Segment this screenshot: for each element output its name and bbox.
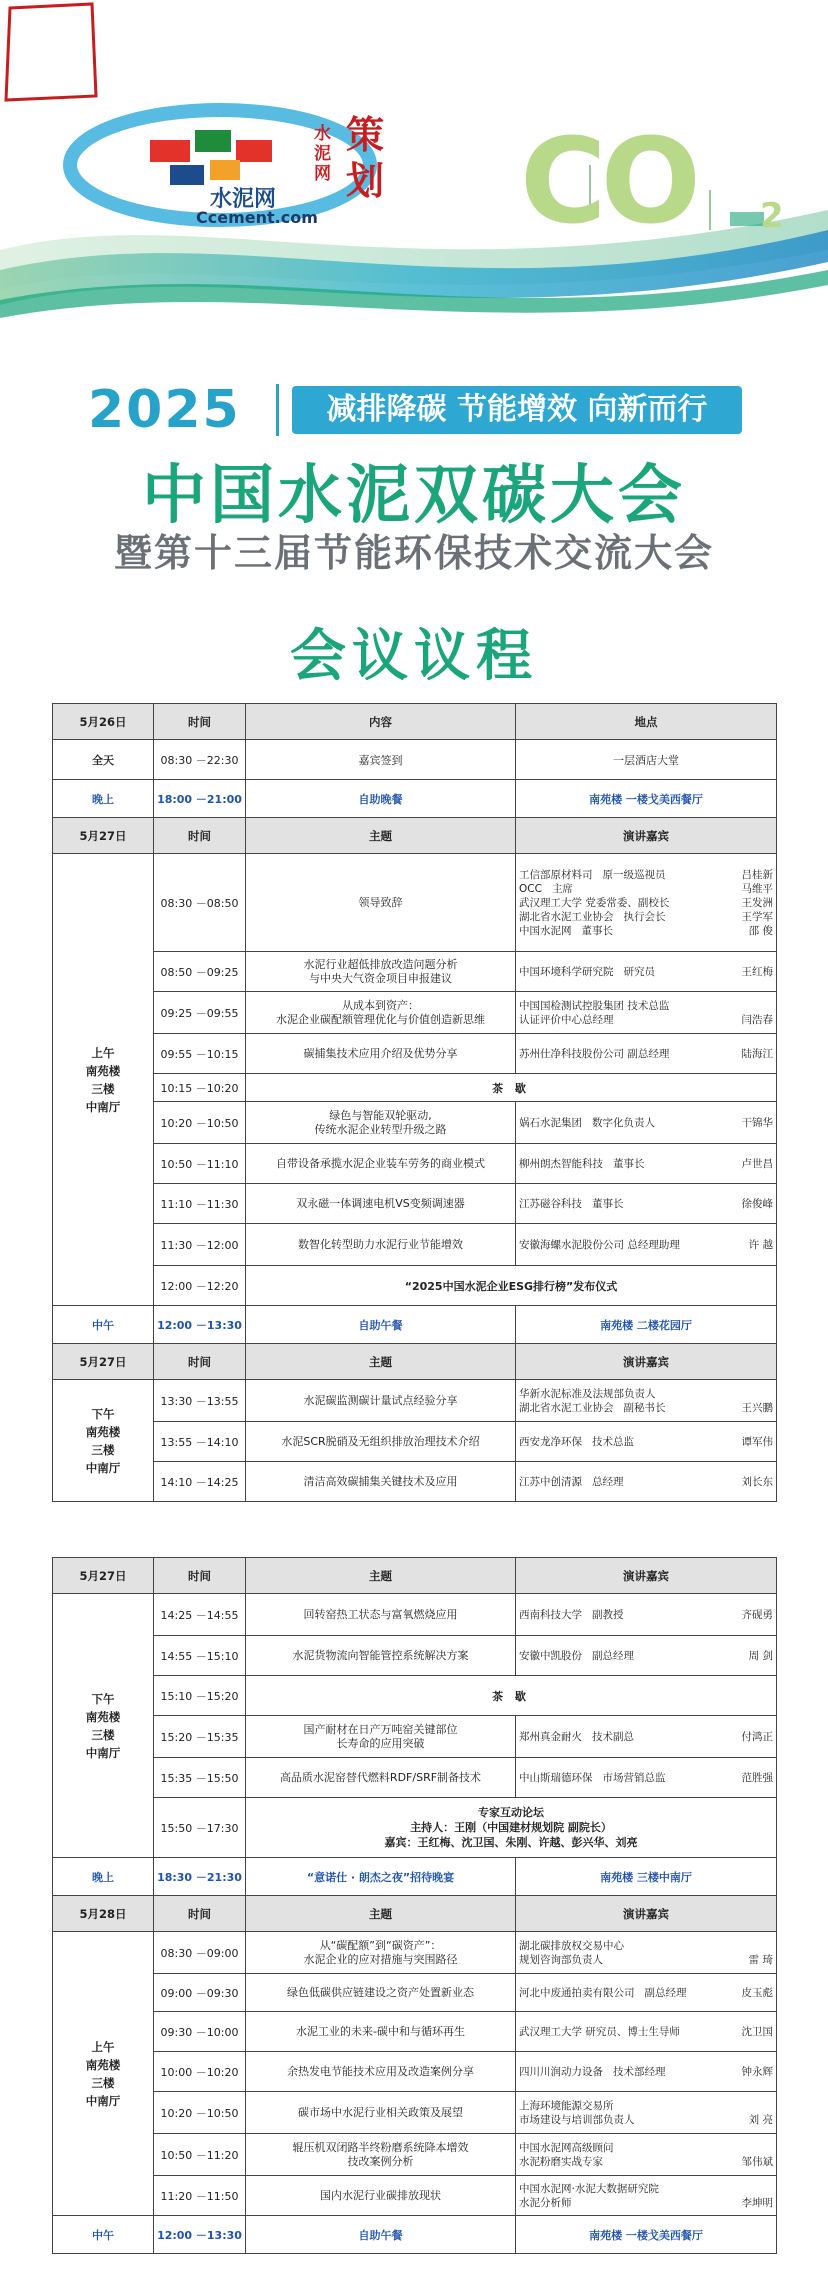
topic-cell: 绿色与智能双轮驱动, 传统水泥企业转型升级之路 <box>246 1102 516 1144</box>
speaker-name: 王发洲 <box>741 896 773 909</box>
topic-header: 主题 <box>246 818 516 854</box>
speaker-org: 郑州真金耐火 <box>519 1730 582 1743</box>
speaker-name: 王学军 <box>741 910 773 923</box>
speaker-line <box>519 1157 773 1171</box>
speaker-title: 技术总监 <box>592 1435 634 1448</box>
table-row <box>53 992 777 1034</box>
time-cell: 10:20 －10:50 <box>154 2092 246 2134</box>
time-cell: 11:10 －11:30 <box>154 1184 246 1224</box>
time-cell: 14:10 －14:25 <box>154 1462 246 1502</box>
speaker-line <box>519 2196 773 2210</box>
speaker-header: 地点 <box>516 704 777 740</box>
speaker-line <box>519 999 773 1013</box>
place-cell: 南苑楼 二楼花园厅 <box>516 1306 777 1344</box>
table-row <box>53 1380 777 1422</box>
seal-icon <box>0 0 100 104</box>
speaker-name: 皮玉彪 <box>741 1986 773 1999</box>
speaker-name: 李坤明 <box>741 2196 773 2209</box>
seal-vertical-text: 水泥网 <box>314 124 331 184</box>
topic-cell: 国内水泥行业碳排放现状 <box>246 2176 516 2216</box>
time-cell: 10:20 －10:50 <box>154 1102 246 1144</box>
speaker-cell <box>516 2092 777 2134</box>
speaker-cell <box>516 2134 777 2176</box>
time-cell: 08:30 －08:50 <box>154 854 246 952</box>
table-row <box>53 2176 777 2216</box>
page-title: 中国水泥双碳大会 <box>142 459 686 533</box>
speaker-org: 水泥分析师 <box>519 2196 572 2209</box>
date-header: 5月26日 <box>53 704 154 740</box>
speaker-cell <box>516 1974 777 2012</box>
speaker-line <box>519 2025 773 2039</box>
topic-cell: 辊压机双闭路半终粉磨系统降本增效 技改案例分析 <box>246 2134 516 2176</box>
topic-cell: 水泥碳监测碳计量试点经验分享 <box>246 1380 516 1422</box>
span-cell: 茶 歇 <box>246 1676 777 1716</box>
speaker-org: 湖北省水泥工业协会 <box>519 1401 614 1414</box>
speaker-org: 中国水泥网高级顾问 <box>519 2141 614 2154</box>
session-cell: 上午 南苑楼 三楼 中南厅 <box>53 854 154 1306</box>
time-cell: 15:50 －17:30 <box>154 1798 246 1858</box>
topic-cell: 高品质水泥窑替代燃料RDF/SRF制备技术 <box>246 1758 516 1798</box>
table-row <box>53 1184 777 1224</box>
time-cell: 09:00 －09:30 <box>154 1974 246 2012</box>
speaker-name: 沈卫国 <box>741 2025 773 2038</box>
agenda-table-2 <box>52 1557 777 2254</box>
table-row <box>53 2012 777 2052</box>
speaker-name: 雷 琦 <box>748 1953 773 1966</box>
speaker-cell <box>516 1144 777 1184</box>
speaker-name: 徐俊峰 <box>741 1197 773 1210</box>
speaker-name: 马维平 <box>741 882 773 895</box>
topic-header: 主题 <box>246 1558 516 1594</box>
speaker-org: 武汉理工大学 党委常委、副校长 <box>519 896 670 909</box>
speaker-title: 数字化负责人 <box>592 1116 655 1129</box>
speaker-line <box>519 965 773 979</box>
content-cell: “意诺仕 · 朗杰之夜”招待晚宴 <box>246 1858 516 1896</box>
speaker-org: OCC <box>519 882 542 895</box>
speaker-org: 安徽海螺水泥股份公司 总经理助理 <box>519 1238 680 1251</box>
speaker-cell <box>516 2176 777 2216</box>
year: 2025 <box>88 380 241 440</box>
speaker-header: 演讲嘉宾 <box>516 1558 777 1594</box>
speaker-cell <box>516 1184 777 1224</box>
speaker-title: 董事长 <box>592 1197 624 1210</box>
speaker-line <box>519 924 773 938</box>
content-cell: 自助晚餐 <box>246 780 516 818</box>
time-cell: 09:30 －10:00 <box>154 2012 246 2052</box>
time-cell: 13:55 －14:10 <box>154 1422 246 1462</box>
speaker-line <box>519 1197 773 1211</box>
date-header: 5月27日 <box>53 1558 154 1594</box>
divider <box>276 384 279 436</box>
speaker-line <box>519 1475 773 1489</box>
speaker-cell <box>516 1224 777 1266</box>
table-row <box>53 1102 777 1144</box>
time-cell: 09:25 －09:55 <box>154 992 246 1034</box>
time-cell: 08:50 －09:25 <box>154 952 246 992</box>
speaker-line <box>519 2141 773 2155</box>
speaker-name: 范胜强 <box>741 1771 773 1784</box>
table-row <box>53 1932 777 1974</box>
content-cell: 嘉宾签到 <box>246 740 516 780</box>
speaker-cell <box>516 1422 777 1462</box>
time-header: 时间 <box>154 1344 246 1380</box>
topic-cell: 水泥货物流向智能管控系统解决方案 <box>246 1636 516 1676</box>
speaker-name: 周 剑 <box>748 1649 773 1662</box>
slogan: 减排降碳 节能增效 向新而行 <box>292 386 742 434</box>
time-header: 时间 <box>154 704 246 740</box>
speaker-cell <box>516 1758 777 1798</box>
speaker-line <box>519 1116 773 1130</box>
speaker-cell <box>516 1380 777 1422</box>
slot-cell: 中午 <box>53 2216 154 2254</box>
topic-cell: 数智化转型助力水泥行业节能增效 <box>246 1224 516 1266</box>
topic-cell: 从成本到资产： 水泥企业碳配额管理优化与价值创造新思维 <box>246 992 516 1034</box>
topic-cell: 余热发电节能技术应用及改造案例分享 <box>246 2052 516 2092</box>
table-row <box>53 1266 777 1306</box>
time-cell: 08:30 －09:00 <box>154 1932 246 1974</box>
speaker-title: 技术副总 <box>592 1730 634 1743</box>
speaker-cell <box>516 1102 777 1144</box>
place-cell: 一层酒店大堂 <box>516 740 777 780</box>
time-cell: 15:20 －15:35 <box>154 1716 246 1758</box>
speaker-title: 研究员 <box>623 965 655 978</box>
table-row <box>53 854 777 952</box>
table-row <box>53 1462 777 1502</box>
table-row <box>53 1758 777 1798</box>
speaker-cell <box>516 854 777 952</box>
speaker-line <box>519 1013 773 1027</box>
speaker-name: 卢世昌 <box>741 1157 773 1170</box>
time-cell: 15:35 －15:50 <box>154 1758 246 1798</box>
speaker-header: 演讲嘉宾 <box>516 1344 777 1380</box>
table-header-row <box>53 1558 777 1594</box>
agenda-table-1 <box>52 703 777 1502</box>
forum-line: 主持人：王刚（中国建材规划院 副院长） <box>410 1821 612 1834</box>
speaker-line <box>519 1435 773 1449</box>
forum-line: 专家互动论坛 <box>478 1806 544 1819</box>
speaker-org: 娲石水泥集团 <box>519 1116 582 1129</box>
slot-cell: 晚上 <box>53 1858 154 1896</box>
speaker-org: 工信部原材料司 <box>519 868 593 881</box>
speaker-title: 副总经理 <box>592 1649 634 1662</box>
speaker-name: 谭军伟 <box>741 1435 773 1448</box>
speaker-cell <box>516 1716 777 1758</box>
speaker-name: 邹伟斌 <box>741 2155 773 2168</box>
speaker-header: 演讲嘉宾 <box>516 818 777 854</box>
topic-cell: 碳捕集技术应用介绍及优势分享 <box>246 1034 516 1074</box>
date-header: 5月28日 <box>53 1896 154 1932</box>
speaker-org: 认证评价中心总经理 <box>519 1013 614 1026</box>
table-row <box>53 1144 777 1184</box>
speaker-line <box>519 2155 773 2169</box>
time-cell: 14:55 －15:10 <box>154 1636 246 1676</box>
speaker-org: 华新水泥标准及法规部负责人 <box>519 1387 656 1400</box>
speaker-org: 湖北省水泥工业协会 <box>519 910 614 923</box>
speaker-org: 水泥粉磨实战专家 <box>519 2155 603 2168</box>
table-row <box>53 1974 777 2012</box>
speaker-org: 市场建设与培训部负责人 <box>519 2113 635 2126</box>
table-row <box>53 1636 777 1676</box>
table-row <box>53 1858 777 1896</box>
table-row <box>53 780 777 818</box>
topic-cell: 碳市场中水泥行业相关政策及展望 <box>246 2092 516 2134</box>
speaker-name: 付鸿正 <box>741 1730 773 1743</box>
content-cell: 自助午餐 <box>246 2216 516 2254</box>
session-cell: 上午 南苑楼 三楼 中南厅 <box>53 1932 154 2216</box>
speaker-header: 演讲嘉宾 <box>516 1896 777 1932</box>
co2-subscript: 2 <box>760 196 784 236</box>
speaker-org: 湖北碳排放权交易中心 <box>519 1939 624 1952</box>
time-cell: 08:30 －22:30 <box>154 740 246 780</box>
speaker-title: 副教授 <box>592 1608 624 1621</box>
speaker-line <box>519 2113 773 2127</box>
time-cell: 10:15 －10:20 <box>154 1074 246 1102</box>
speaker-cell <box>516 1462 777 1502</box>
speaker-line <box>519 1986 773 2000</box>
time-cell: 09:55 －10:15 <box>154 1034 246 1074</box>
speaker-line <box>519 1238 773 1252</box>
speaker-cell <box>516 2052 777 2092</box>
speaker-line <box>519 882 773 896</box>
speaker-line <box>519 1387 773 1401</box>
seal-main-text: 策划 <box>345 113 384 203</box>
speaker-org: 河北中废通拍卖有限公司 <box>519 1986 635 1999</box>
speaker-title: 董事长 <box>613 1157 645 1170</box>
table-row <box>53 1306 777 1344</box>
speaker-org: 柳州朗杰智能科技 <box>519 1157 603 1170</box>
speaker-line <box>519 1047 773 1061</box>
speaker-line <box>519 1939 773 1953</box>
table-row <box>53 2052 777 2092</box>
header-banner <box>0 0 828 360</box>
speaker-title: 市场营销总监 <box>602 1771 666 1784</box>
table-row <box>53 1594 777 1636</box>
speaker-org: 中国国检测试控股集团 技术总监 <box>519 999 670 1012</box>
speaker-org: 西南科技大学 <box>519 1608 582 1621</box>
speaker-line <box>519 1771 773 1785</box>
date-header: 5月27日 <box>53 1344 154 1380</box>
topic-cell: 水泥工业的未来-碳中和与循环再生 <box>246 2012 516 2052</box>
speaker-title: 副秘书长 <box>623 1401 666 1414</box>
speaker-name: 王红梅 <box>741 965 773 978</box>
slot-cell: 全天 <box>53 740 154 780</box>
speaker-name: 刘 亮 <box>748 2113 773 2126</box>
time-cell: 10:50 －11:20 <box>154 2134 246 2176</box>
speaker-org: 上海环境能源交易所 <box>519 2099 614 2112</box>
speaker-name: 刘长东 <box>741 1475 773 1488</box>
speaker-title: 原一级巡视员 <box>602 868 666 881</box>
speaker-title: 总经理 <box>592 1475 624 1488</box>
speaker-org: 武汉理工大学 研究员、博士生导师 <box>519 2025 680 2038</box>
speaker-cell <box>516 992 777 1034</box>
table-header-row <box>53 704 777 740</box>
time-cell: 10:00 －10:20 <box>154 2052 246 2092</box>
date-header: 5月27日 <box>53 818 154 854</box>
speaker-org: 中国环境科学研究院 <box>519 965 614 978</box>
forum-line: 嘉宾：王红梅、沈卫国、朱刚、许越、彭兴华、刘亮 <box>384 1836 638 1849</box>
time-cell: 12:00 －12:20 <box>154 1266 246 1306</box>
speaker-org: 苏州仕净科技股份公司 副总经理 <box>519 1047 670 1060</box>
time-header: 时间 <box>154 818 246 854</box>
time-cell: 12:00 －13:30 <box>154 2216 246 2254</box>
speaker-title: 技术部经理 <box>613 2065 666 2078</box>
logo-url: Ccement.com <box>196 208 318 227</box>
table-row <box>53 1422 777 1462</box>
speaker-line <box>519 2182 773 2196</box>
table-row <box>53 1676 777 1716</box>
speaker-org: 江苏中创清源 <box>519 1475 582 1488</box>
speaker-org: 江苏磁谷科技 <box>519 1197 582 1210</box>
time-cell: 13:30 －13:55 <box>154 1380 246 1422</box>
time-cell: 11:20 －11:50 <box>154 2176 246 2216</box>
speaker-cell <box>516 2012 777 2052</box>
speaker-line <box>519 1401 773 1415</box>
speaker-org: 中国水泥网·水泥大数据研究院 <box>519 2182 659 2195</box>
table-row <box>53 740 777 780</box>
speaker-name: 干锦华 <box>741 1116 773 1129</box>
topic-cell: 从“碳配额”到“碳资产”： 水泥企业的应对措施与突围路径 <box>246 1932 516 1974</box>
speaker-name: 钟永辉 <box>741 2065 773 2078</box>
speaker-line <box>519 2065 773 2079</box>
content-cell: 自助午餐 <box>246 1306 516 1344</box>
time-cell: 12:00 －13:30 <box>154 1306 246 1344</box>
speaker-cell <box>516 1636 777 1676</box>
speaker-name: 陆海江 <box>741 1047 773 1060</box>
speaker-line <box>519 1730 773 1744</box>
table-row <box>53 1716 777 1758</box>
table-row <box>53 1074 777 1102</box>
topic-cell: 自带设备承揽水泥企业装车劳务的商业模式 <box>246 1144 516 1184</box>
topic-header: 内容 <box>246 704 516 740</box>
table-row <box>53 2216 777 2254</box>
speaker-name: 齐砚勇 <box>741 1608 773 1621</box>
agenda-title: 会议议程 <box>290 624 538 689</box>
co2-text: CO <box>520 112 695 250</box>
speaker-org: 中山斯瑞德环保 <box>519 1771 593 1784</box>
topic-cell: 回转窑热工状态与富氧燃烧应用 <box>246 1594 516 1636</box>
time-cell: 18:30 －21:30 <box>154 1858 246 1896</box>
speaker-title: 主席 <box>551 882 573 895</box>
speaker-line <box>519 896 773 910</box>
speaker-cell <box>516 1034 777 1074</box>
wave-decoration <box>0 0 828 360</box>
time-cell: 10:50 －11:10 <box>154 1144 246 1184</box>
topic-cell: 水泥SCR脱硝及无组织排放治理技术介绍 <box>246 1422 516 1462</box>
speaker-name: 邵 俊 <box>748 924 773 937</box>
time-header: 时间 <box>154 1896 246 1932</box>
topic-cell: 清洁高效碳捕集关键技术及应用 <box>246 1462 516 1502</box>
speaker-line <box>519 1649 773 1663</box>
table-row <box>53 2134 777 2176</box>
speaker-name: 许 越 <box>748 1238 773 1251</box>
place-cell: 南苑楼 三楼中南厅 <box>516 1858 777 1896</box>
table-row <box>53 1224 777 1266</box>
place-cell: 南苑楼 一楼戈美西餐厅 <box>516 780 777 818</box>
topic-header: 主题 <box>246 1344 516 1380</box>
speaker-org: 安徽中凯股份 <box>519 1649 582 1662</box>
session-cell: 下午 南苑楼 三楼 中南厅 <box>53 1380 154 1502</box>
speaker-org: 四川川润动力设备 <box>519 2065 603 2078</box>
span-cell: 茶 歇 <box>246 1074 777 1102</box>
speaker-org: 中国水泥网 <box>519 924 572 937</box>
slot-cell: 中午 <box>53 1306 154 1344</box>
speaker-line <box>519 868 773 882</box>
table-row <box>53 2092 777 2134</box>
place-cell: 南苑楼 一楼戈美西餐厅 <box>516 2216 777 2254</box>
speaker-cell <box>516 952 777 992</box>
table-header-row <box>53 1896 777 1932</box>
speaker-name: 吕桂新 <box>741 868 773 881</box>
time-cell: 14:25 －14:55 <box>154 1594 246 1636</box>
speaker-org: 规划咨询部负责人 <box>519 1953 603 1966</box>
forum-cell <box>246 1798 777 1858</box>
topic-header: 主题 <box>246 1896 516 1932</box>
speaker-line <box>519 2099 773 2113</box>
speaker-line <box>519 910 773 924</box>
speaker-name: 闫浩春 <box>741 1013 773 1026</box>
logo-text: 水泥网 <box>210 187 277 212</box>
time-header: 时间 <box>154 1558 246 1594</box>
speaker-title: 董事长 <box>581 924 613 937</box>
topic-cell: 绿色低碳供应链建设之资产处置新业态 <box>246 1974 516 2012</box>
time-cell: 18:00 －21:00 <box>154 780 246 818</box>
table-row <box>53 1034 777 1074</box>
table-row <box>53 1798 777 1858</box>
speaker-line <box>519 1608 773 1622</box>
topic-cell: 国产耐材在日产万吨窑关键部位 长寿命的应用突破 <box>246 1716 516 1758</box>
topic-cell: 水泥行业超低排放改造问题分析 与中央大气资金项目申报建议 <box>246 952 516 992</box>
speaker-org: 西安龙净环保 <box>519 1435 582 1448</box>
time-cell: 15:10 －15:20 <box>154 1676 246 1716</box>
topic-cell: 领导致辞 <box>246 854 516 952</box>
slot-cell: 晚上 <box>53 780 154 818</box>
speaker-cell <box>516 1594 777 1636</box>
speaker-name: 王兴鹏 <box>741 1401 773 1414</box>
table-header-row <box>53 818 777 854</box>
table-row <box>53 952 777 992</box>
time-cell: 11:30 －12:00 <box>154 1224 246 1266</box>
table-header-row <box>53 1344 777 1380</box>
speaker-line <box>519 1953 773 1967</box>
session-cell: 下午 南苑楼 三楼 中南厅 <box>53 1594 154 1858</box>
speaker-title: 执行会长 <box>623 910 666 923</box>
page-subtitle: 暨第十三届节能环保技术交流大会 <box>113 531 714 575</box>
span-cell: “2025中国水泥企业ESG排行榜”发布仪式 <box>246 1266 777 1306</box>
topic-cell: 双永磁一体调速电机VS变频调速器 <box>246 1184 516 1224</box>
speaker-cell <box>516 1932 777 1974</box>
speaker-title: 副总经理 <box>644 1986 687 1999</box>
